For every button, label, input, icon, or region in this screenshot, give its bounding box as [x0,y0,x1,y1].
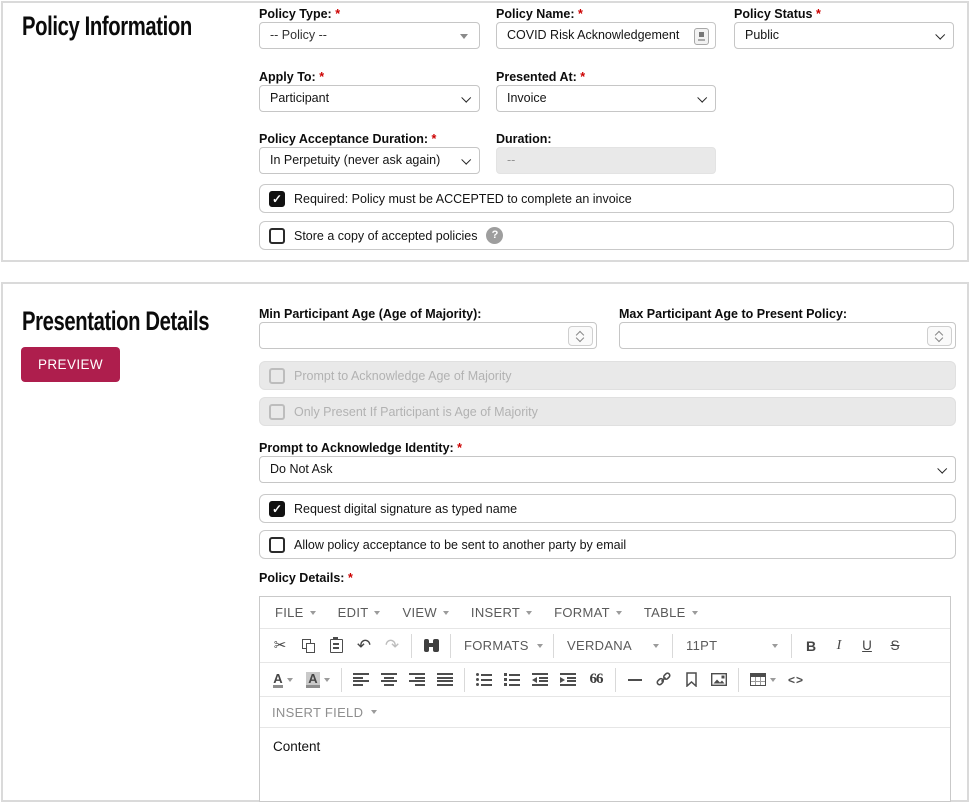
editor-toolbar-row2 [260,663,950,697]
background-color-icon[interactable]: A [300,667,336,693]
min-age-input[interactable] [259,322,597,349]
italic-icon[interactable]: I [836,637,842,653]
chevron-down-icon [461,155,471,165]
required-policy-checkbox[interactable] [269,191,285,207]
paste-icon[interactable] [322,633,350,659]
only-present-checkbox [269,404,285,420]
identity-select[interactable]: Do Not Ask [259,456,956,483]
number-spinner[interactable] [568,326,593,346]
required-asterisk: * [457,441,463,455]
formats-dropdown[interactable]: FORMATS [456,638,548,653]
duration-label: Duration: [496,132,552,146]
menu-table[interactable]: TABLE [633,605,709,620]
align-left-icon[interactable] [347,667,375,693]
check-icon: ✓ [271,501,283,516]
prompt-age-checkbox [269,368,285,384]
align-right-icon[interactable] [403,667,431,693]
caret-down-icon [653,644,659,648]
caret-down-icon [374,611,380,615]
required-asterisk: * [580,70,586,84]
editor-content-area[interactable] [260,728,950,765]
cut-icon[interactable]: ✂ [273,637,287,654]
copy-icon[interactable] [294,633,322,659]
toolbar-separator [791,634,792,658]
link-icon[interactable] [649,667,677,693]
max-age-input[interactable] [619,322,956,349]
email-acceptance-checkbox-label: Allow policy acceptance to be sent to another party by email [294,537,627,552]
acceptance-duration-select[interactable]: In Perpetuity (never ask again) [259,147,480,174]
toolbar-separator [672,634,673,658]
required-policy-checkbox-label: Required: Policy must be ACCEPTED to complete an invoice [294,191,632,206]
toolbar-separator [450,634,451,658]
menu-insert[interactable]: INSERT [460,605,543,620]
signature-checkbox-label: Request digital signature as typed name [294,501,518,516]
policy-status-label: Policy Status * [734,7,821,21]
dropdown-triangle-icon [460,34,468,39]
policy-status-select[interactable]: Public [734,22,954,49]
outdent-icon[interactable] [526,667,554,693]
store-copy-row [259,221,954,250]
policy-type-select[interactable]: -- Policy -- [259,22,480,49]
only-present-checkbox-label: Only Present If Participant is Age of Majority [294,404,538,419]
link-icon-svg [656,672,671,687]
caret-down-icon [310,611,316,615]
caret-down-icon [287,678,293,682]
signature-row [259,494,956,523]
caret-down-icon [537,644,543,648]
toolbar-separator [411,634,412,658]
min-age-label: Min Participant Age (Age of Majority): [259,307,482,321]
email-acceptance-checkbox[interactable] [269,537,285,553]
numbered-list-icon[interactable] [498,667,526,693]
editor-content-text: Content [273,739,321,754]
toolbar-separator [341,668,342,692]
caret-down-icon [324,678,330,682]
policy-type-label: Policy Type: * [259,7,341,21]
caret-down-icon [772,644,778,648]
toolbar-separator [464,668,465,692]
align-center-icon[interactable] [375,667,403,693]
caret-down-icon [616,611,622,615]
menu-file[interactable]: FILE [264,605,327,620]
menu-format[interactable]: FORMAT [543,605,633,620]
chevron-down-icon [935,30,945,40]
undo-icon[interactable]: ↶ [356,636,372,655]
toolbar-separator [553,634,554,658]
insert-field-dropdown[interactable]: INSERT FIELD [260,697,950,728]
policy-details-editor [259,596,951,802]
chevron-down-icon [937,464,947,474]
max-age-label: Max Participant Age to Present Policy: [619,307,848,321]
store-copy-checkbox[interactable] [269,228,285,244]
font-family-dropdown[interactable]: VERDANA [559,638,667,653]
prompt-age-row [259,361,956,390]
strikethrough-icon[interactable]: S [890,638,900,653]
blockquote-icon[interactable]: 66 [589,671,603,687]
align-justify-icon[interactable] [431,667,459,693]
autofill-icon[interactable] [694,28,709,45]
section-title: Presentation Details [22,306,210,336]
required-asterisk: * [347,571,353,585]
chevron-down-icon [461,93,471,103]
editor-menubar [260,597,950,629]
redo-icon: ↷ [384,636,400,655]
menu-edit[interactable]: EDIT [327,605,392,620]
presentation-details-section [1,282,969,802]
check-icon: ✓ [271,191,283,206]
number-spinner[interactable] [927,326,952,346]
required-asterisk: * [319,70,325,84]
email-acceptance-row [259,530,956,559]
policy-name-label: Policy Name: * [496,7,583,21]
bold-icon[interactable]: B [805,637,817,654]
apply-to-label: Apply To: * [259,70,325,84]
duration-input: -- [496,147,716,174]
required-asterisk: * [431,132,437,146]
table-icon[interactable] [744,667,782,693]
menu-view[interactable]: VIEW [391,605,459,620]
toolbar-separator [738,668,739,692]
required-policy-row [259,184,954,213]
prompt-age-checkbox-label: Prompt to Acknowledge Age of Majority [294,368,512,383]
store-copy-checkbox-label: Store a copy of accepted policies [294,228,478,243]
policy-details-label: Policy Details: * [259,571,353,585]
signature-checkbox[interactable] [269,501,285,517]
find-replace-icon[interactable] [417,633,445,659]
caret-down-icon [770,678,776,682]
underline-icon[interactable]: U [862,638,872,653]
editor-toolbar-row1 [260,629,950,663]
caret-down-icon [526,611,532,615]
preview-button[interactable]: PREVIEW [21,347,120,382]
identity-label: Prompt to Acknowledge Identity: * [259,441,463,455]
required-asterisk: * [815,7,821,21]
policy-information-section [1,1,969,262]
page-title: Policy Information [22,11,192,41]
policy-name-input[interactable]: COVID Risk Acknowledgement [496,22,716,49]
caret-down-icon [443,611,449,615]
presented-at-label: Presented At: * [496,70,586,84]
font-size-dropdown[interactable]: 11PT [678,638,786,653]
horizontal-rule-icon[interactable] [621,667,649,693]
source-code-icon[interactable]: <> [787,672,804,687]
toolbar-separator [615,668,616,692]
chevron-down-icon [697,93,707,103]
indent-icon[interactable] [554,667,582,693]
bullet-list-icon[interactable] [470,667,498,693]
acceptance-duration-label: Policy Acceptance Duration: * [259,132,437,146]
bookmark-icon-svg [685,672,698,687]
caret-down-icon [692,611,698,615]
image-icon-svg [711,673,727,686]
required-asterisk: * [578,7,583,21]
only-present-row [259,397,956,426]
presented-at-select[interactable]: Invoice [496,85,716,112]
image-icon[interactable] [705,667,733,693]
bookmark-icon[interactable] [677,667,705,693]
caret-down-icon [371,710,377,714]
required-asterisk: * [335,7,341,21]
apply-to-select[interactable]: Participant [259,85,480,112]
help-icon[interactable]: ? [486,227,503,244]
text-color-icon[interactable]: A [266,667,300,693]
